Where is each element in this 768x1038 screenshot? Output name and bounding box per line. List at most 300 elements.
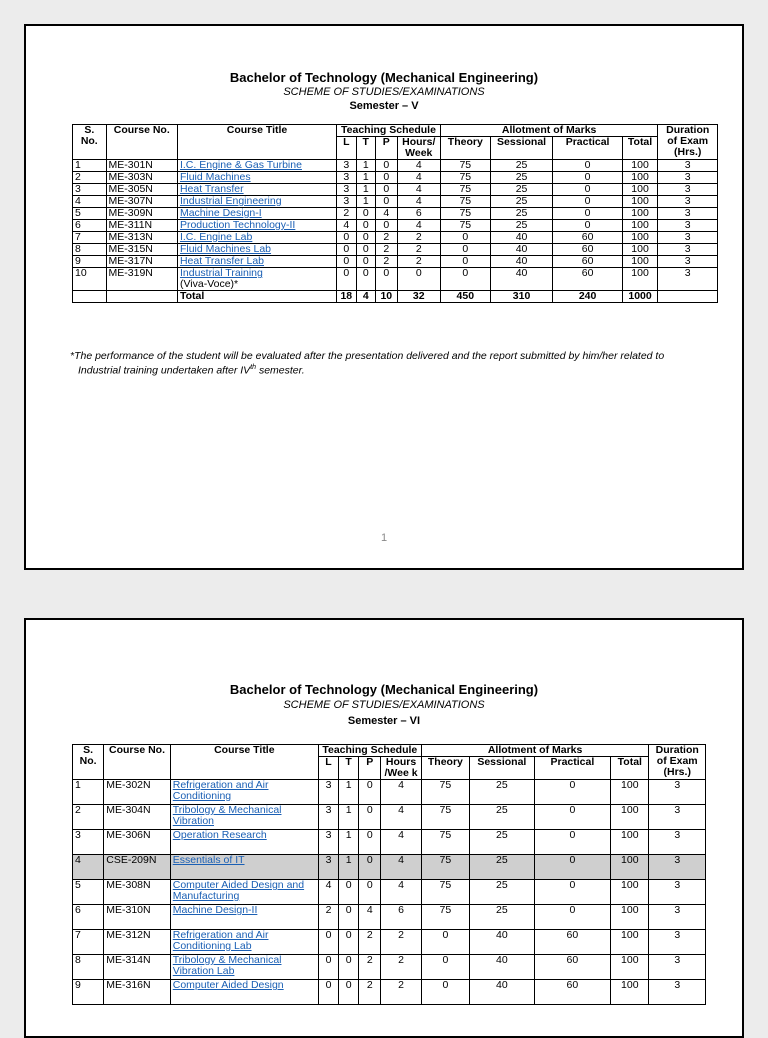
cell-theory: 75 [421,780,469,805]
cell-l: 2 [337,208,356,220]
cell-duration: 3 [658,160,718,172]
course-link[interactable]: I.C. Engine Lab [179,231,253,243]
cell-t: 1 [356,160,375,172]
cell-sessional: 40 [490,256,553,268]
cell-sno: 6 [73,905,104,930]
cell-sno: 8 [73,955,104,980]
cell-sno: 1 [73,780,104,805]
cell-duration: 3 [649,980,706,1005]
cell-t: 1 [339,830,359,855]
cell-sno: 3 [73,830,104,855]
cell-course-no: ME-311N [106,220,177,232]
header-l: L [318,757,338,780]
cell-p: 0 [375,184,397,196]
cell-sessional: 25 [470,830,535,855]
footnote-line1: *The performance of the student will be evaluated after the presentation delivered and the report submitted by him/her related to [70,350,665,362]
cell-duration: 3 [649,930,706,955]
table-row [73,244,718,256]
cell-sno: 4 [73,196,107,208]
cell-p: 0 [359,830,381,855]
table-row [73,805,706,830]
total-theory: 450 [440,291,490,303]
cell-sno: 2 [73,805,104,830]
cell-course-no: ME-305N [106,184,177,196]
cell-p: 0 [375,268,397,291]
header-total: Total [622,137,658,160]
course-link[interactable]: Tribology & Mechanical Vibration [172,804,282,827]
cell-practical: 0 [553,196,622,208]
cell-course-no: ME-313N [106,232,177,244]
cell-t: 0 [339,930,359,955]
cell-course-title[interactable] [177,256,336,268]
cell-sessional: 40 [470,980,535,1005]
cell-total: 100 [611,805,649,830]
cell-hours: 4 [381,880,421,905]
cell-hours: 4 [397,160,440,172]
header-sessional: Sessional [490,137,553,160]
cell-practical: 60 [553,244,622,256]
table-row [73,980,706,1005]
cell-hours: 2 [381,930,421,955]
cell-theory: 0 [421,980,469,1005]
table-row [73,880,706,905]
cell-p: 0 [375,172,397,184]
document-page-1 [24,24,744,570]
cell-practical: 0 [553,160,622,172]
cell-total: 100 [611,905,649,930]
cell-course-title[interactable] [170,830,318,855]
cell-course-no: ME-303N [106,172,177,184]
cell-practical: 60 [553,232,622,244]
cell-l: 4 [318,880,338,905]
cell-course-no: ME-304N [104,805,171,830]
cell-course-no: ME-309N [106,208,177,220]
table-row [73,196,718,208]
cell-course-title[interactable] [177,268,336,291]
total-p: 10 [375,291,397,303]
cell-theory: 0 [421,930,469,955]
cell-hours: 4 [381,830,421,855]
cell-p: 0 [375,160,397,172]
cell-sessional: 25 [490,208,553,220]
cell-practical: 0 [553,220,622,232]
cell-l: 0 [337,244,356,256]
cell-t: 0 [356,268,375,291]
header-teaching-schedule: Teaching Schedule [318,745,421,757]
cell-hours: 4 [397,172,440,184]
cell-t: 0 [339,880,359,905]
cell-sno: 10 [73,268,107,291]
header-t: T [339,757,359,780]
cell-hours: 4 [397,184,440,196]
cell-hours: 2 [381,955,421,980]
cell-course-title[interactable] [170,930,318,955]
header-allotment: Allotment of Marks [421,745,649,757]
cell-sno: 8 [73,244,107,256]
cell-total: 100 [622,244,658,256]
cell-l: 3 [318,780,338,805]
total-l: 18 [337,291,356,303]
cell-practical: 0 [534,855,611,880]
cell-total: 100 [611,880,649,905]
header-l: L [337,137,356,160]
cell-course-title[interactable] [177,232,336,244]
header-practical: Practical [534,757,611,780]
total-row [73,291,718,303]
cell-sno: 6 [73,220,107,232]
semester-label: Semester – V [349,100,419,112]
header-theory: Theory [421,757,469,780]
cell-l: 3 [337,172,356,184]
course-link[interactable]: Machine Design-II [172,904,258,916]
table-row [73,160,718,172]
table-row [73,256,718,268]
table-row [73,232,718,244]
cell-sno: 9 [73,980,104,1005]
cell-theory: 0 [440,244,490,256]
cell-course-no: ME-319N [106,268,177,291]
cell-sno: 5 [73,208,107,220]
header-hours: Hours/ Week [397,137,440,160]
cell-practical: 60 [553,268,622,291]
footnote-line2: Industrial training undertaken after IVth semester. [78,364,305,377]
table-row [73,220,718,232]
table-row [73,930,706,955]
cell-sno: 4 [73,855,104,880]
cell-sessional: 25 [470,905,535,930]
cell-sno: 7 [73,232,107,244]
cell-l: 0 [337,232,356,244]
cell-l: 0 [337,268,356,291]
cell-sno: 9 [73,256,107,268]
cell-sno: 2 [73,172,107,184]
cell-practical: 0 [534,880,611,905]
cell-duration: 3 [658,184,718,196]
cell-l: 3 [318,830,338,855]
cell-sessional: 25 [490,160,553,172]
table-row [73,184,718,196]
cell-p: 4 [359,905,381,930]
cell-l: 3 [318,805,338,830]
cell-total: 100 [622,232,658,244]
cell-total: 100 [611,830,649,855]
cell-course-title[interactable] [177,244,336,256]
course-link[interactable]: Fluid Machines Lab [179,243,272,255]
cell-theory: 75 [440,184,490,196]
cell-duration: 3 [658,208,718,220]
page-number: 1 [380,532,388,544]
cell-duration: 3 [649,855,706,880]
cell-duration: 3 [649,780,706,805]
total-label: Total [177,291,336,303]
cell-t: 1 [339,780,359,805]
header-p: P [375,137,397,160]
cell-theory: 75 [421,830,469,855]
cell-course-no: ME-302N [104,780,171,805]
cell-course-title[interactable] [170,955,318,980]
cell-hours: 6 [381,905,421,930]
page-subtitle: SCHEME OF STUDIES/EXAMINATIONS [283,699,485,711]
cell-total: 100 [622,172,658,184]
cell-sno: 1 [73,160,107,172]
cell-theory: 0 [440,232,490,244]
cell-duration: 3 [658,172,718,184]
table-row [73,208,718,220]
total-t: 4 [356,291,375,303]
cell-l: 0 [318,955,338,980]
cell-theory: 0 [440,268,490,291]
cell-l: 0 [337,256,356,268]
cell-t: 1 [356,172,375,184]
semester-label: Semester – VI [347,715,421,727]
cell-sessional: 40 [490,244,553,256]
cell-t: 0 [356,244,375,256]
scheme-table-sem5 [72,124,718,303]
cell-theory: 75 [440,208,490,220]
cell-hours: 2 [397,232,440,244]
cell-course-no: ME-314N [104,955,171,980]
header-course-no: Course No. [104,745,171,780]
cell-course-no: ME-301N [106,160,177,172]
cell-duration: 3 [658,244,718,256]
cell-sno: 3 [73,184,107,196]
total-practical: 240 [553,291,622,303]
course-link[interactable]: Refrigeration and Air Conditioning [172,779,269,802]
course-link[interactable]: Industrial Engineering [179,195,282,207]
cell-course-title[interactable] [177,208,336,220]
cell-theory: 0 [440,256,490,268]
table-row [73,172,718,184]
cell-hours: 4 [381,805,421,830]
cell-sessional: 25 [470,855,535,880]
total-sessional: 310 [490,291,553,303]
cell-duration: 3 [649,955,706,980]
cell-p: 0 [375,220,397,232]
cell-course-title[interactable] [170,780,318,805]
cell-theory: 75 [440,196,490,208]
cell-l: 3 [337,196,356,208]
cell-t: 0 [339,955,359,980]
header-total: Total [611,757,649,780]
header-duration: Duration of Exam (Hrs.) [658,125,718,160]
cell-t: 1 [339,805,359,830]
scheme-table-sem6 [72,744,706,1005]
cell-hours: 4 [397,220,440,232]
cell-t: 1 [356,184,375,196]
cell-sno: 7 [73,930,104,955]
cell-total: 100 [622,160,658,172]
course-link[interactable]: Industrial Training [179,267,263,279]
header-course-no: Course No. [106,125,177,160]
course-link[interactable]: Essentials of IT [172,854,245,866]
course-link[interactable]: Fluid Machines [179,171,251,183]
table-row [73,855,706,880]
cell-sessional: 40 [470,930,535,955]
cell-theory: 0 [421,955,469,980]
cell-p: 0 [359,855,381,880]
cell-l: 3 [337,160,356,172]
cell-sessional: 25 [490,196,553,208]
cell-total: 100 [622,184,658,196]
cell-course-title[interactable] [170,880,318,905]
cell-course-title[interactable] [177,220,336,232]
cell-course-no: ME-306N [104,830,171,855]
cell-sessional: 25 [490,184,553,196]
table-row [73,955,706,980]
cell-theory: 75 [440,172,490,184]
cell-sessional: 40 [490,268,553,291]
cell-practical: 0 [534,805,611,830]
header-sno: S. No. [73,125,107,160]
cell-course-title[interactable] [170,980,318,1005]
cell-course-title[interactable] [177,196,336,208]
cell-sessional: 25 [490,172,553,184]
cell-course-title[interactable] [170,855,318,880]
cell-theory: 75 [440,220,490,232]
header-p: P [359,757,381,780]
cell-total: 100 [611,930,649,955]
cell-hours: 4 [397,196,440,208]
cell-practical: 60 [553,256,622,268]
cell-hours: 2 [397,244,440,256]
cell-duration: 3 [658,220,718,232]
course-link[interactable]: I.C. Engine & Gas Turbine [179,159,302,171]
course-link[interactable]: Production Technology-II [179,219,296,231]
cell-hours: 2 [381,980,421,1005]
cell-hours: 6 [397,208,440,220]
cell-p: 2 [359,930,381,955]
cell-course-no: ME-312N [104,930,171,955]
course-link[interactable]: Operation Research [172,829,267,841]
cell-course-no: ME-308N [104,880,171,905]
course-link[interactable]: Refrigeration and Air Conditioning Lab [172,929,269,952]
cell-sessional: 25 [470,780,535,805]
cell-total: 100 [622,196,658,208]
header-t: T [356,137,375,160]
cell-p: 2 [375,244,397,256]
cell-course-no: ME-307N [106,196,177,208]
cell-course-no: ME-310N [104,905,171,930]
cell-l: 2 [318,905,338,930]
page-title: Bachelor of Technology (Mechanical Engineering) [229,682,539,697]
cell-p: 4 [375,208,397,220]
cell-course-title[interactable] [177,172,336,184]
cell-t: 0 [339,905,359,930]
course-link[interactable]: Heat Transfer Lab [179,255,265,267]
cell-sessional: 40 [490,232,553,244]
cell-sessional: 40 [470,955,535,980]
cell-practical: 60 [534,980,611,1005]
course-link[interactable]: Computer Aided Design [172,979,284,991]
cell-duration: 3 [658,268,718,291]
header-course-title: Course Title [170,745,318,780]
cell-p: 2 [359,980,381,1005]
header-sno: S. No. [73,745,104,780]
page-subtitle: SCHEME OF STUDIES/EXAMINATIONS [283,86,485,98]
cell-theory: 75 [421,880,469,905]
header-allotment: Allotment of Marks [440,125,658,137]
cell-course-title[interactable] [170,805,318,830]
cell-course-title[interactable] [177,160,336,172]
cell-t: 0 [356,256,375,268]
course-link[interactable]: Machine Design-I [179,207,262,219]
cell-t: 0 [356,208,375,220]
course-link[interactable]: Tribology & Mechanical Vibration Lab [172,954,282,977]
table-row [73,780,706,805]
cell-duration: 3 [649,880,706,905]
cell-p: 0 [359,780,381,805]
header-theory: Theory [440,137,490,160]
header-course-title: Course Title [177,125,336,160]
cell-p: 0 [359,805,381,830]
cell-l: 3 [318,855,338,880]
cell-l: 0 [318,930,338,955]
total-marks: 1000 [622,291,658,303]
cell-hours: 4 [381,855,421,880]
cell-total: 100 [611,855,649,880]
cell-p: 2 [375,256,397,268]
cell-t: 0 [356,220,375,232]
header-hours: Hours /Wee k [381,757,421,780]
cell-course-title[interactable] [170,905,318,930]
page-title: Bachelor of Technology (Mechanical Engineering) [229,70,539,85]
cell-course-no: CSE-209N [104,855,171,880]
cell-total: 100 [622,220,658,232]
cell-theory: 75 [440,160,490,172]
cell-course-no: ME-316N [104,980,171,1005]
cell-l: 4 [337,220,356,232]
header-teaching-schedule: Teaching Schedule [337,125,441,137]
cell-l: 0 [318,980,338,1005]
cell-p: 2 [375,232,397,244]
cell-t: 0 [339,980,359,1005]
footnote [70,350,720,377]
header-duration: Duration of Exam (Hrs.) [649,745,706,780]
cell-duration: 3 [658,232,718,244]
cell-sessional: 25 [490,220,553,232]
cell-hours: 4 [381,780,421,805]
course-title-extra: (Viva-Voce)* [179,278,239,290]
cell-course-title[interactable] [177,184,336,196]
cell-total: 100 [622,268,658,291]
cell-total: 100 [611,955,649,980]
course-link[interactable]: Heat Transfer [179,183,244,195]
table-row [73,268,718,291]
cell-practical: 0 [553,208,622,220]
cell-practical: 60 [534,930,611,955]
cell-theory: 75 [421,855,469,880]
cell-t: 0 [356,232,375,244]
cell-practical: 0 [534,830,611,855]
cell-practical: 0 [534,780,611,805]
cell-hours: 0 [397,268,440,291]
cell-hours: 2 [397,256,440,268]
table-row [73,830,706,855]
header-sessional: Sessional [470,757,535,780]
cell-practical: 0 [534,905,611,930]
header-practical: Practical [553,137,622,160]
course-link[interactable]: Computer Aided Design and Manufacturing [172,879,305,902]
cell-t: 1 [356,196,375,208]
cell-practical: 0 [553,172,622,184]
total-hours: 32 [397,291,440,303]
cell-total: 100 [611,980,649,1005]
cell-duration: 3 [649,905,706,930]
cell-l: 3 [337,184,356,196]
document-page-2 [24,618,744,1038]
table-row [73,905,706,930]
cell-sessional: 25 [470,880,535,905]
